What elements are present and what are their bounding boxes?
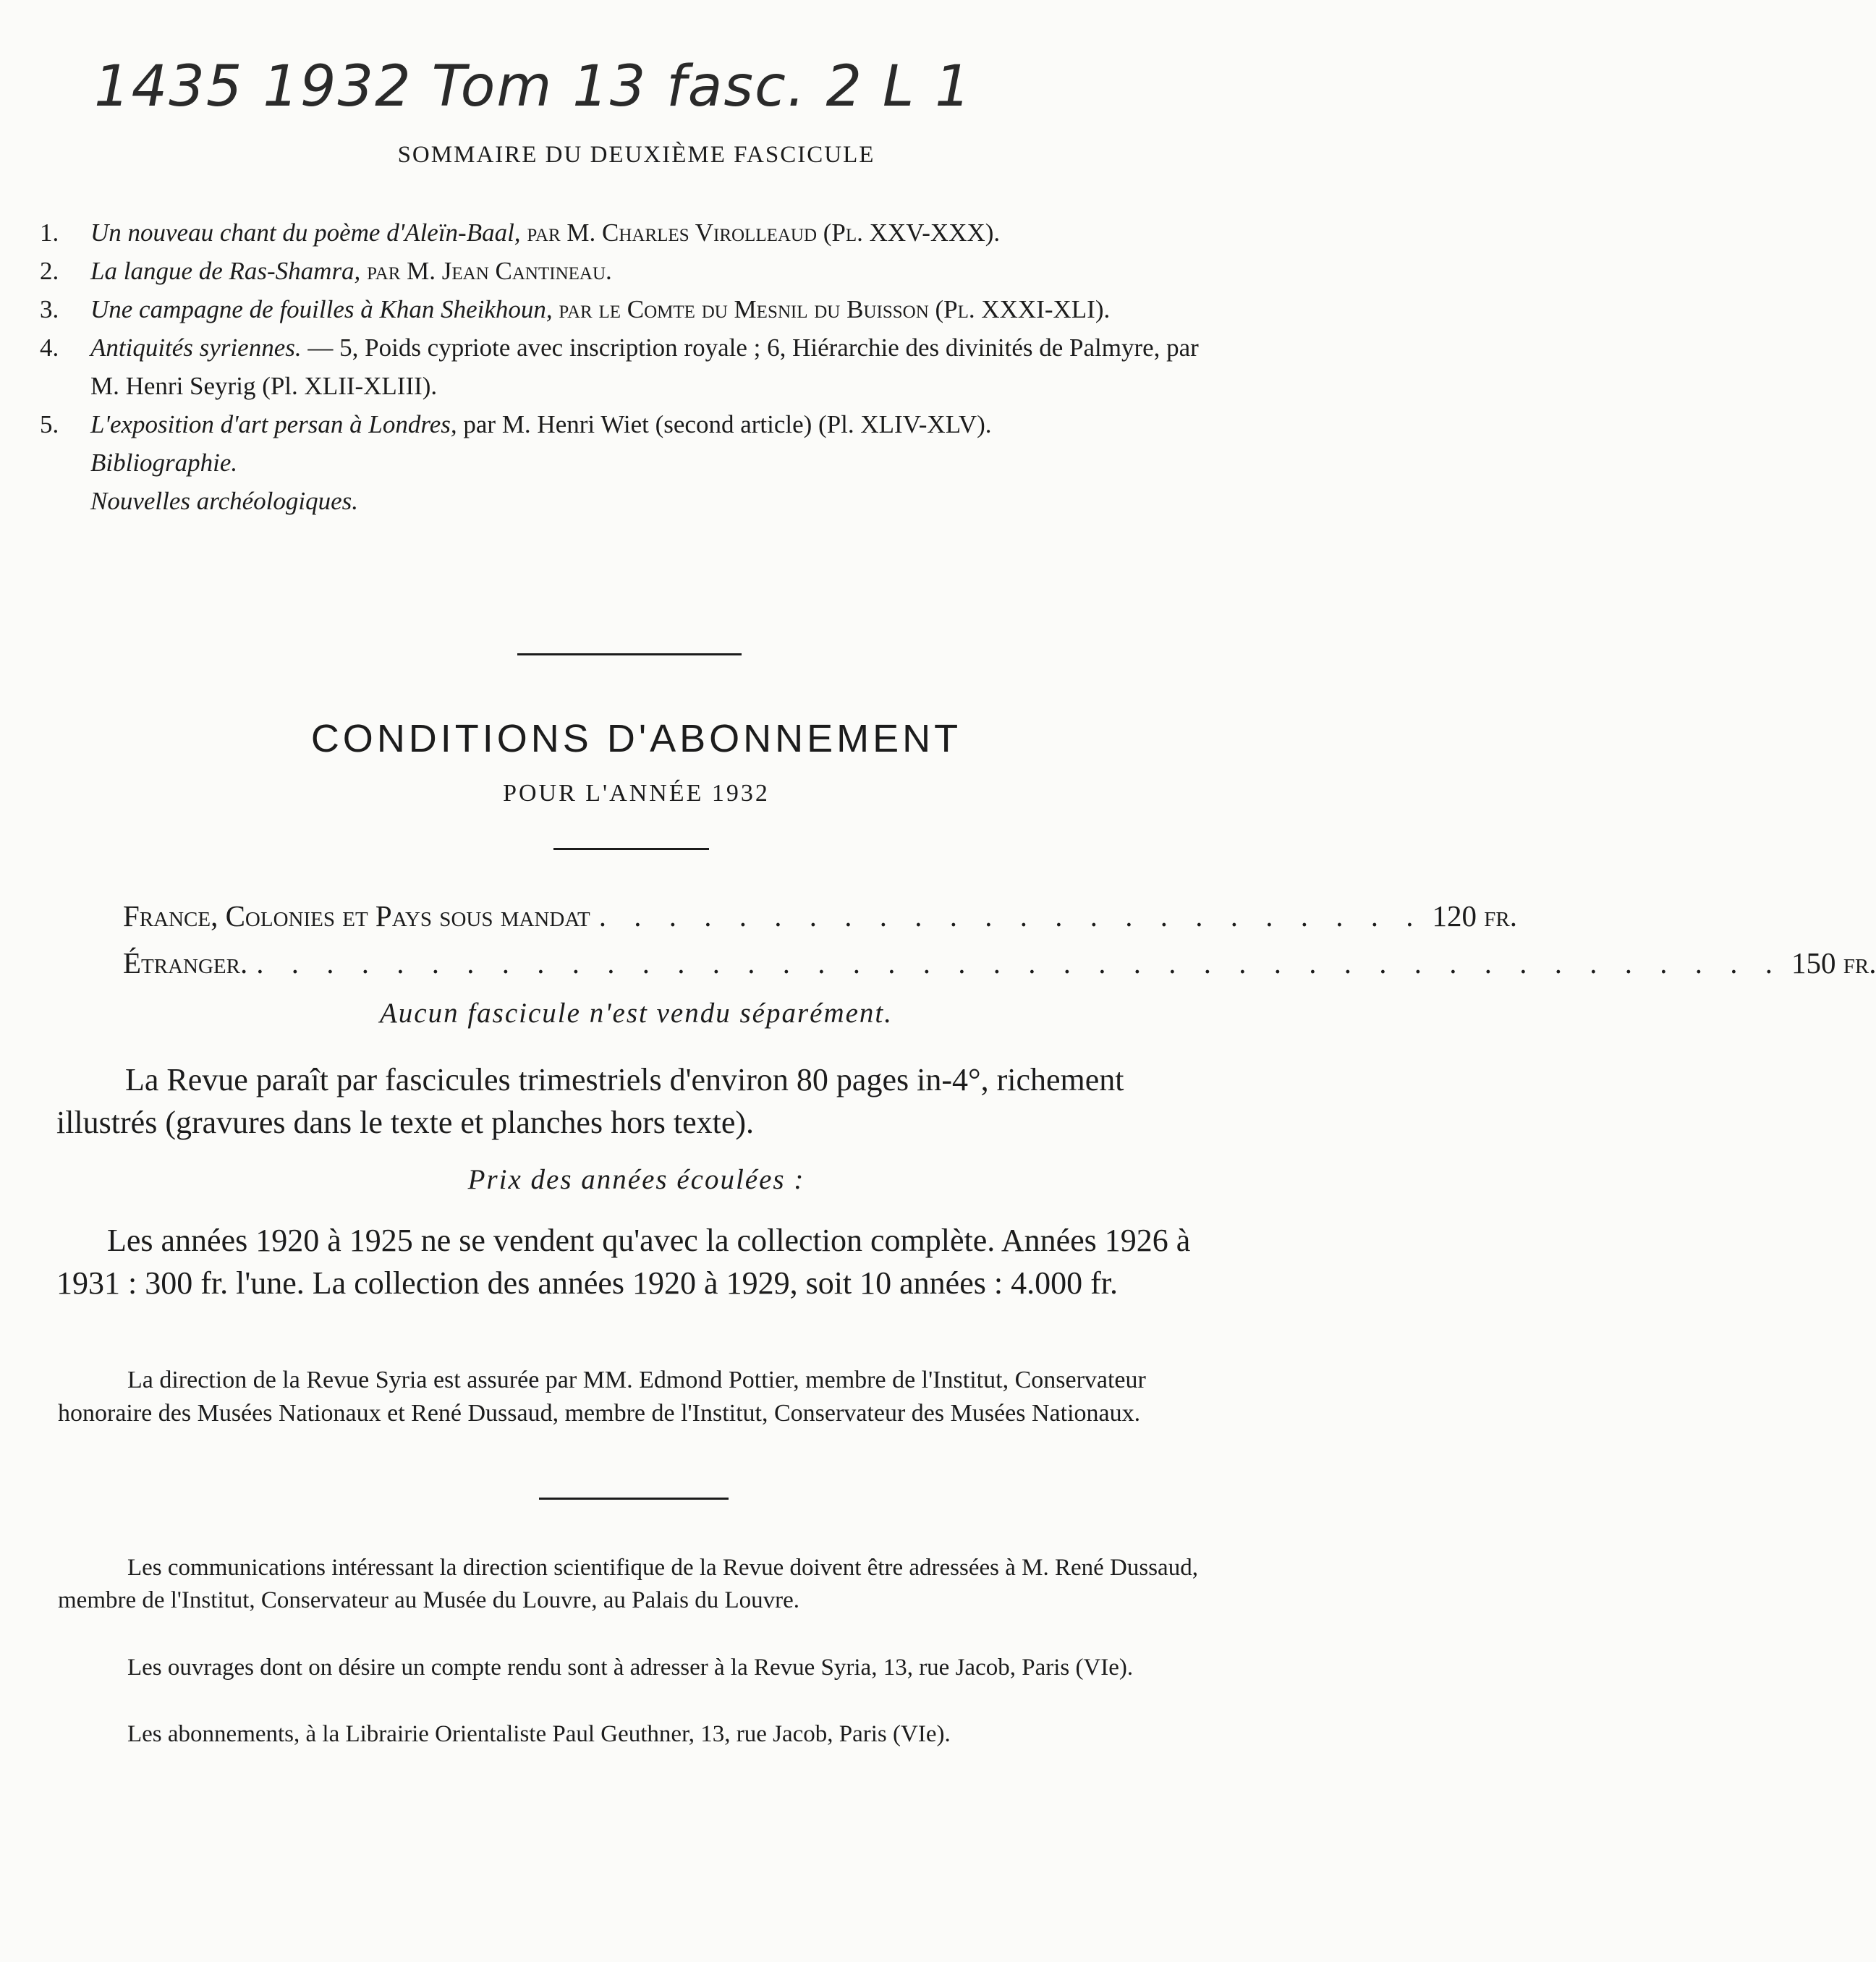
- paragraph-prix: Les années 1920 à 1925 ne se vendent qu'avec la collection complète. Années 1926 à 1931 : 300 fr. l'une. La collection des années 1920 à 1929, soit 10 années : 4.000 fr.: [56, 1223, 1191, 1301]
- price-row: [123, 946, 1876, 980]
- toc-entry-title: Antiquités syriennes.: [90, 334, 302, 362]
- divider-rule: [553, 848, 709, 850]
- toc-entry: [40, 252, 1219, 290]
- conditions-title: CONDITIONS D'ABONNEMENT: [310, 717, 962, 760]
- toc-entry-author: — 5, Poids cypriote avec inscription royale ; 6, Hiérarchie des divinités de Palmyre, par M. Henri Seyrig (Pl. XLII-XLIII).: [90, 334, 1199, 400]
- footer-communications: Les communications intéressant la direction scientifique de la Revue doivent être adressées à M. René Dussaud, membre de l'Institut, Conservateur au Musée du Louvre, au Palais du Louvre.: [58, 1555, 1198, 1613]
- footer-abonnements: Les abonnements, à la Librairie Orientaliste Paul Geuthner, 13, rue Jacob, Paris (VIe).: [127, 1721, 951, 1747]
- dot-leader: . . . . . . . . . . . . . . . . . . . . . . . . . . . . . . . . . . . . . . . . . . . .: [256, 946, 1783, 980]
- toc-entry-title: L'exposition d'art persan à Londres,: [90, 410, 457, 438]
- toc-entry-number: 4.: [40, 334, 59, 362]
- toc-entry-author: par le Comte du Mesnil du Buisson (Pl. XXXI-XLI).: [552, 295, 1111, 323]
- divider-rule: [517, 653, 742, 655]
- price-value: 120 fr.: [1432, 899, 1517, 933]
- toc-entry-title: Un nouveau chant du poème d'Aleïn-Baal,: [90, 218, 521, 247]
- divider-rule: [539, 1498, 729, 1500]
- toc-entry-number: 5.: [40, 410, 59, 438]
- notice-text: Aucun fascicule n'est vendu séparément.: [379, 998, 894, 1029]
- dot-leader: . . . . . . . . . . . . . . . . . . . . . . . .: [598, 899, 1424, 933]
- sommaire-title: SOMMAIRE DU DEUXIÈME FASCICULE: [397, 142, 875, 168]
- toc-entry: [40, 405, 1219, 443]
- table-of-contents: [40, 213, 1219, 520]
- toc-entry-author: par M. Jean Cantineau.: [360, 257, 612, 285]
- conditions-subtitle: POUR L'ANNÉE 1932: [503, 780, 770, 807]
- price-row: [123, 899, 1517, 933]
- toc-entry-number: 3.: [40, 295, 59, 323]
- toc-entry-title: La langue de Ras-Shamra,: [90, 257, 361, 285]
- toc-nouvelles: Nouvelles archéologiques.: [90, 487, 359, 515]
- paragraph-direction: La direction de la Revue Syria est assurée par MM. Edmond Pottier, membre de l'Institut, Conservateur honoraire des Musées Nationaux et René Dussaud, membre de l'Institut, Conservateur des Musées Nationaux.: [58, 1367, 1146, 1427]
- price-label: Étranger.: [123, 946, 248, 980]
- toc-entry-author: par M. Charles Virolleaud (Pl. XXV-XXX).: [520, 218, 1001, 247]
- price-label: France, Colonies et Pays sous mandat: [123, 899, 590, 933]
- toc-entry: [40, 213, 1219, 252]
- toc-entry-author: par M. Henri Wiet (second article) (Pl. XLIV-XLV).: [457, 410, 992, 438]
- toc-bibliographie: Bibliographie.: [90, 449, 238, 477]
- footer-ouvrages: Les ouvrages dont on désire un compte rendu sont à adresser à la Revue Syria, 13, rue Jacob, Paris (VIe).: [127, 1655, 1134, 1681]
- toc-entry-title: Une campagne de fouilles à Khan Sheikhoun,: [90, 295, 553, 323]
- toc-entry: [40, 290, 1219, 328]
- toc-entry-number: 1.: [40, 218, 59, 247]
- prix-title: Prix des années écoulées :: [467, 1164, 805, 1195]
- handwritten-note: 1435 1932 Tom 13 fasc. 2 L 1: [94, 54, 972, 119]
- price-value: 150 fr.: [1791, 946, 1876, 980]
- toc-entry-number: 2.: [40, 257, 59, 285]
- paragraph-fascicules: La Revue paraît par fascicules trimestriels d'environ 80 pages in-4°, richement illustrés (gravures dans le texte et planches hors texte).: [56, 1062, 1124, 1140]
- toc-entry: [40, 328, 1219, 405]
